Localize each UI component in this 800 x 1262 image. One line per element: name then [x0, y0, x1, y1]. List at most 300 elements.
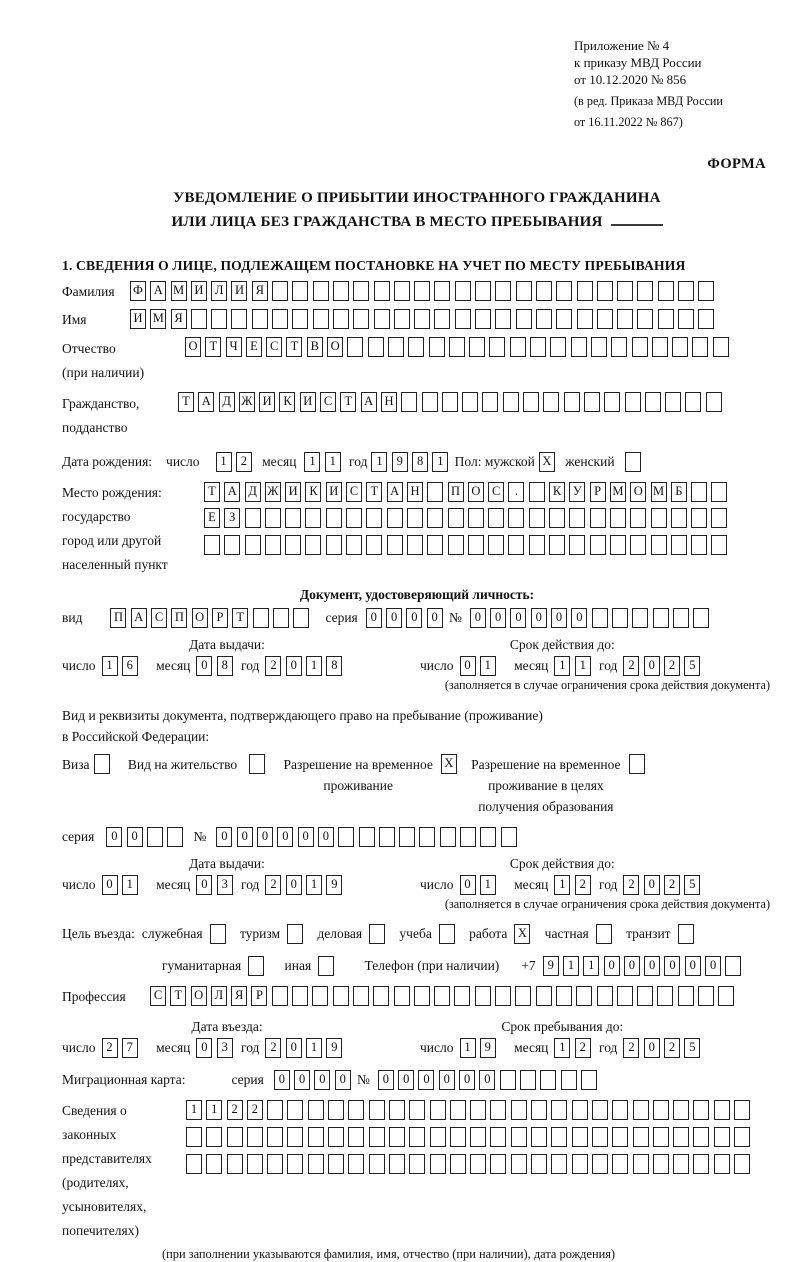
form-cell: Я — [252, 281, 268, 301]
form-cell — [516, 281, 532, 301]
form-cell — [231, 309, 247, 329]
form-cell: 2 — [227, 1100, 243, 1120]
form-cell: Т — [286, 337, 302, 357]
guardians-note: (при заполнении указываются фамилия, имя, отчество (при наличии), дата рождения) — [162, 1247, 616, 1262]
form-cell — [439, 924, 455, 944]
form-cell: Л — [211, 281, 227, 301]
form-cell: П — [110, 608, 126, 628]
form-cell — [368, 337, 384, 357]
issue-date-block — [62, 856, 392, 895]
form-cell — [711, 535, 727, 555]
form-cell — [287, 924, 303, 944]
form-cell — [346, 508, 362, 528]
valid-day-cells — [460, 875, 501, 895]
purpose-row2 — [162, 956, 772, 976]
form-cell — [508, 508, 524, 528]
form-cell: 0 — [644, 656, 660, 676]
residence-checkbox — [249, 754, 269, 774]
form-cell — [531, 1127, 547, 1147]
form-cell — [610, 535, 626, 555]
form-cell: 2 — [265, 875, 281, 895]
form-cell: 0 — [685, 956, 701, 976]
form-cell — [698, 309, 714, 329]
form-cell — [550, 337, 566, 357]
form-cell — [394, 281, 410, 301]
phone-prefix: +7 — [521, 958, 536, 974]
form-cell: 0 — [286, 656, 302, 676]
form-cell — [693, 1100, 709, 1120]
form-cell — [625, 392, 641, 412]
form-cell: 0 — [314, 1070, 330, 1090]
form-cell — [287, 1154, 303, 1174]
form-cell — [450, 1127, 466, 1147]
form-cell — [245, 535, 261, 555]
purpose-label: служебная — [141, 926, 203, 942]
form-cell: П — [448, 482, 464, 502]
form-cell — [369, 1154, 385, 1174]
form-cell — [714, 1127, 730, 1147]
form-cell: 0 — [460, 875, 476, 895]
form-cell — [272, 281, 288, 301]
form-cell — [653, 1154, 669, 1174]
purpose-label: учеба — [399, 926, 432, 942]
form-title-line1: УВЕДОМЛЕНИЕ О ПРИБЫТИИ ИНОСТРАННОГО ГРАЖДАНИНА — [173, 190, 661, 207]
form-cell: 0 — [459, 1070, 475, 1090]
form-cell — [691, 508, 707, 528]
form-cell — [475, 309, 491, 329]
form-cell — [490, 1127, 506, 1147]
form-cell: Я — [171, 309, 187, 329]
form-cell — [658, 309, 674, 329]
form-cell — [597, 986, 613, 1006]
form-cell: X — [539, 452, 555, 472]
form-cell — [469, 337, 485, 357]
form-cell — [510, 337, 526, 357]
form-cell — [671, 508, 687, 528]
form-cell — [245, 508, 261, 528]
form-cell: 2 — [236, 452, 252, 472]
form-cell: 2 — [247, 1100, 263, 1120]
form-cell: 1 — [325, 452, 341, 472]
form-cell: 8 — [412, 452, 428, 472]
purpose-checkbox-transit — [678, 924, 698, 944]
number-label: № — [357, 1072, 370, 1088]
form-cell: Ж — [265, 482, 281, 502]
form-cell: Т — [170, 986, 186, 1006]
form-cell: Т — [204, 482, 220, 502]
form-cell — [333, 309, 349, 329]
form-cell: О — [327, 337, 343, 357]
surname-label: Фамилия — [62, 283, 115, 299]
year-label: год — [599, 1040, 618, 1056]
form-cell — [399, 827, 415, 847]
form-cell — [450, 1154, 466, 1174]
form-cell — [305, 508, 321, 528]
appendix-header — [574, 38, 766, 130]
form-cell — [706, 392, 722, 412]
issue-month-cells — [196, 656, 237, 676]
form-title-line2: ИЛИ ЛИЦА БЕЗ ГРАЖДАНСТВА В МЕСТО ПРЕБЫВАНИЯ — [62, 211, 772, 234]
form-cell — [430, 1127, 446, 1147]
form-cell: 0 — [298, 827, 314, 847]
form-cell: 9 — [480, 1038, 496, 1058]
title-blank-underline — [611, 224, 663, 226]
month-label: месяц — [156, 1040, 191, 1056]
form-cell: Д — [219, 392, 235, 412]
form-cell: 0 — [551, 608, 567, 628]
purpose-label: транзит — [626, 926, 671, 942]
form-cell: 7 — [122, 1038, 138, 1058]
valid-until-block — [420, 856, 705, 895]
form-cell — [612, 608, 628, 628]
form-cell — [448, 508, 464, 528]
form-cell: С — [488, 482, 504, 502]
form-cell: 0 — [624, 956, 640, 976]
form-cell: 2 — [623, 656, 639, 676]
form-cell — [265, 508, 281, 528]
form-cell — [584, 392, 600, 412]
form-cell — [576, 986, 592, 1006]
form-cell — [374, 281, 390, 301]
form-cell — [227, 1127, 243, 1147]
issue-date-heading: Дата выдачи: — [189, 636, 265, 652]
visa-checkbox — [94, 754, 114, 774]
form-cell — [692, 337, 708, 357]
form-cell — [379, 827, 395, 847]
form-cell — [556, 986, 572, 1006]
issue-year-cells — [265, 656, 346, 676]
year-label: год — [241, 1040, 260, 1056]
stay-until-heading: Срок пребывания до: — [501, 1019, 624, 1035]
form-cell: А — [387, 482, 403, 502]
form-cell — [617, 986, 633, 1006]
form-cell — [617, 309, 633, 329]
form-cell: 0 — [366, 608, 382, 628]
form-cell: Ж — [239, 392, 255, 412]
form-cell: 0 — [378, 1070, 394, 1090]
form-cell — [617, 281, 633, 301]
form-cell — [604, 392, 620, 412]
birth-month-cells — [304, 452, 345, 472]
form-cell — [637, 986, 653, 1006]
form-cell — [348, 1100, 364, 1120]
form-cell — [454, 986, 470, 1006]
form-cell — [529, 482, 545, 502]
form-cell — [495, 309, 511, 329]
form-cell: 0 — [286, 1038, 302, 1058]
form-cell — [591, 337, 607, 357]
phone-label: Телефон (при наличии) — [364, 958, 500, 974]
purpose-label: иная — [284, 958, 312, 974]
form-cell — [698, 281, 714, 301]
form-cell — [489, 337, 505, 357]
form-cell — [480, 827, 496, 847]
form-cell: 1 — [575, 656, 591, 676]
form-cell — [167, 827, 183, 847]
form-cell — [556, 309, 572, 329]
form-cell: 0 — [418, 1070, 434, 1090]
form-cell — [348, 1127, 364, 1147]
form-cell — [348, 1154, 364, 1174]
form-cell — [531, 1100, 547, 1120]
temp-permit-label: Разрешение на временное проживание — [283, 757, 433, 794]
form-cell — [326, 508, 342, 528]
form-cell — [414, 986, 430, 1006]
form-cell — [462, 392, 478, 412]
form-cell: О — [630, 482, 646, 502]
form-cell — [186, 1154, 202, 1174]
birthdate-label: Дата рождения: — [62, 453, 153, 469]
birthdate-row — [62, 452, 772, 472]
form-cell: 0 — [439, 1070, 455, 1090]
form-cell: 9 — [543, 956, 559, 976]
year-label: год — [241, 657, 260, 673]
form-cell — [691, 482, 707, 502]
form-cell: 0 — [644, 1038, 660, 1058]
valid-day-cells — [460, 656, 501, 676]
purpose-label: гуманитарная — [162, 958, 242, 974]
form-cell — [191, 309, 207, 329]
form-cell: 0 — [318, 827, 334, 847]
form-cell — [511, 1100, 527, 1120]
form-cell: А — [131, 608, 147, 628]
form-cell — [448, 535, 464, 555]
form-cell — [407, 508, 423, 528]
form-cell — [470, 1127, 486, 1147]
form-cell — [387, 535, 403, 555]
form-cell — [658, 281, 674, 301]
birthplace-row3 — [204, 535, 732, 555]
birth-day-cells — [216, 452, 257, 472]
form-cell — [247, 1154, 263, 1174]
purpose-checkbox-business-trip — [210, 924, 230, 944]
form-cell — [645, 392, 661, 412]
form-cell — [637, 281, 653, 301]
form-cell — [651, 535, 667, 555]
purpose-checkbox-private — [596, 924, 616, 944]
day-label: число — [62, 1040, 96, 1056]
form-cell: З — [224, 508, 240, 528]
form-cell — [427, 535, 443, 555]
form-cell: 0 — [510, 608, 526, 628]
form-cell: 0 — [460, 656, 476, 676]
form-cell — [470, 1100, 486, 1120]
form-cell — [581, 1070, 597, 1090]
form-cell — [468, 508, 484, 528]
day-label: число — [420, 877, 454, 893]
form-cell: И — [285, 482, 301, 502]
form-cell — [691, 535, 707, 555]
form-cell: 1 — [563, 956, 579, 976]
form-cell — [373, 986, 389, 1006]
form-cell — [678, 986, 694, 1006]
form-cell: 0 — [196, 656, 212, 676]
form-cell — [419, 827, 435, 847]
profession-label: Профессия — [62, 989, 126, 1005]
form-cell — [287, 1127, 303, 1147]
form-cell: С — [320, 392, 336, 412]
form-cell: 0 — [294, 1070, 310, 1090]
form-cell: 0 — [406, 608, 422, 628]
form-cell — [308, 1100, 324, 1120]
form-cell — [407, 535, 423, 555]
form-cell: 0 — [257, 827, 273, 847]
form-cell — [612, 1154, 628, 1174]
form-cell — [468, 535, 484, 555]
edu-permit-item — [471, 754, 649, 817]
form-cell: 2 — [664, 656, 680, 676]
issue-day-cells — [102, 656, 143, 676]
form-cell — [495, 986, 511, 1006]
form-cell — [353, 281, 369, 301]
form-cell — [206, 1154, 222, 1174]
form-cell — [248, 956, 264, 976]
purpose-checkbox-work — [514, 924, 534, 944]
guardians-cells — [186, 1099, 754, 1181]
number-label: № — [448, 609, 462, 625]
form-cell — [501, 827, 517, 847]
day-label: число — [62, 877, 96, 893]
form-cell: 0 — [571, 608, 587, 628]
form-cell — [523, 392, 539, 412]
form-cell — [610, 508, 626, 528]
identity-doc-dates — [62, 637, 772, 676]
form-cell — [422, 392, 438, 412]
form-cell — [596, 924, 612, 944]
form-cell: П — [171, 608, 187, 628]
form-cell — [353, 309, 369, 329]
form-cell: И — [130, 309, 146, 329]
form-cell: Т — [232, 608, 248, 628]
entry-day-cells — [102, 1038, 143, 1058]
form-cell: С — [151, 608, 167, 628]
form-cell: А — [224, 482, 240, 502]
surname-cells — [130, 281, 719, 301]
form-cell: О — [468, 482, 484, 502]
form-cell — [630, 508, 646, 528]
form-cell — [500, 1070, 516, 1090]
purpose-label: работа — [469, 926, 508, 942]
profession-cells — [150, 986, 739, 1006]
form-cell — [612, 1100, 628, 1120]
form-cell — [718, 986, 734, 1006]
form-cell — [359, 827, 375, 847]
form-cell — [673, 1100, 689, 1120]
form-cell — [328, 1127, 344, 1147]
doc-kind-cells — [110, 608, 313, 628]
form-cell — [475, 986, 491, 1006]
migration-card-row — [62, 1070, 772, 1090]
form-cell — [508, 535, 524, 555]
form-cell: М — [610, 482, 626, 502]
form-cell: Е — [204, 508, 220, 528]
form-cell: С — [346, 482, 362, 502]
visa-label: Виза — [62, 757, 90, 773]
month-label: месяц — [156, 657, 191, 673]
form-cell: Р — [251, 986, 267, 1006]
form-cell — [597, 309, 613, 329]
form-cell — [440, 827, 456, 847]
form-cell: 0 — [274, 1070, 290, 1090]
phone-cells — [543, 956, 746, 976]
valid-until-heading: Срок действия до: — [509, 636, 615, 652]
doc-series-cells — [366, 608, 447, 628]
form-cell — [734, 1154, 750, 1174]
form-cell — [711, 482, 727, 502]
form-cell — [671, 535, 687, 555]
form-cell: Ф — [130, 281, 146, 301]
form-cell: С — [150, 986, 166, 1006]
guardians-label: Сведения о законных представителях (родителях, усыновителях, попечителях) — [62, 1103, 152, 1239]
valid-month-cells — [554, 875, 595, 895]
form-cell — [597, 281, 613, 301]
form-cell — [434, 309, 450, 329]
form-cell: 2 — [102, 1038, 118, 1058]
form-cell: К — [549, 482, 565, 502]
valid-until-heading: Срок действия до: — [509, 856, 615, 872]
form-cell: 1 — [306, 656, 322, 676]
series-label: серия — [62, 829, 95, 845]
form-cell — [678, 924, 694, 944]
issue-day-cells — [102, 875, 143, 895]
valid-month-cells — [554, 656, 595, 676]
form-cell: 0 — [705, 956, 721, 976]
identity-doc-row — [62, 608, 772, 628]
form-cell — [551, 1154, 567, 1174]
form-cell: 5 — [684, 875, 700, 895]
guardians-row3 — [186, 1154, 754, 1174]
form-cell — [211, 309, 227, 329]
form-cell — [633, 1154, 649, 1174]
form-cell — [224, 535, 240, 555]
form-cell: 0 — [604, 956, 620, 976]
form-cell — [673, 1127, 689, 1147]
birthplace-row — [62, 481, 772, 577]
form-cell — [455, 281, 471, 301]
form-cell: 2 — [575, 1038, 591, 1058]
form-cell: 0 — [479, 1070, 495, 1090]
guardians-row — [62, 1099, 772, 1243]
form-cell — [427, 482, 443, 502]
form-cell — [630, 535, 646, 555]
purpose-checkbox-other — [318, 956, 338, 976]
form-cell: 0 — [216, 827, 232, 847]
form-cell — [374, 309, 390, 329]
form-cell: С — [266, 337, 282, 357]
form-cell — [572, 1154, 588, 1174]
form-cell — [313, 281, 329, 301]
form-cell — [414, 281, 430, 301]
purpose-label: частная — [544, 926, 589, 942]
sex-female-label: женский — [565, 453, 615, 469]
form-cell: 5 — [684, 656, 700, 676]
day-label: число — [62, 657, 96, 673]
day-label: число — [420, 657, 454, 673]
form-cell: 1 — [554, 875, 570, 895]
form-cell — [540, 1070, 556, 1090]
form-cell — [572, 1100, 588, 1120]
form-cell — [515, 986, 531, 1006]
year-label: год — [599, 877, 618, 893]
form-cell — [227, 1154, 243, 1174]
patronymic-label: Отчество (при наличии) — [62, 340, 145, 380]
form-cell: Р — [212, 608, 228, 628]
form-cell — [657, 986, 673, 1006]
form-cell — [633, 1127, 649, 1147]
purpose-row — [62, 924, 772, 944]
form-cell: 0 — [196, 875, 212, 895]
form-cell: 1 — [102, 656, 118, 676]
